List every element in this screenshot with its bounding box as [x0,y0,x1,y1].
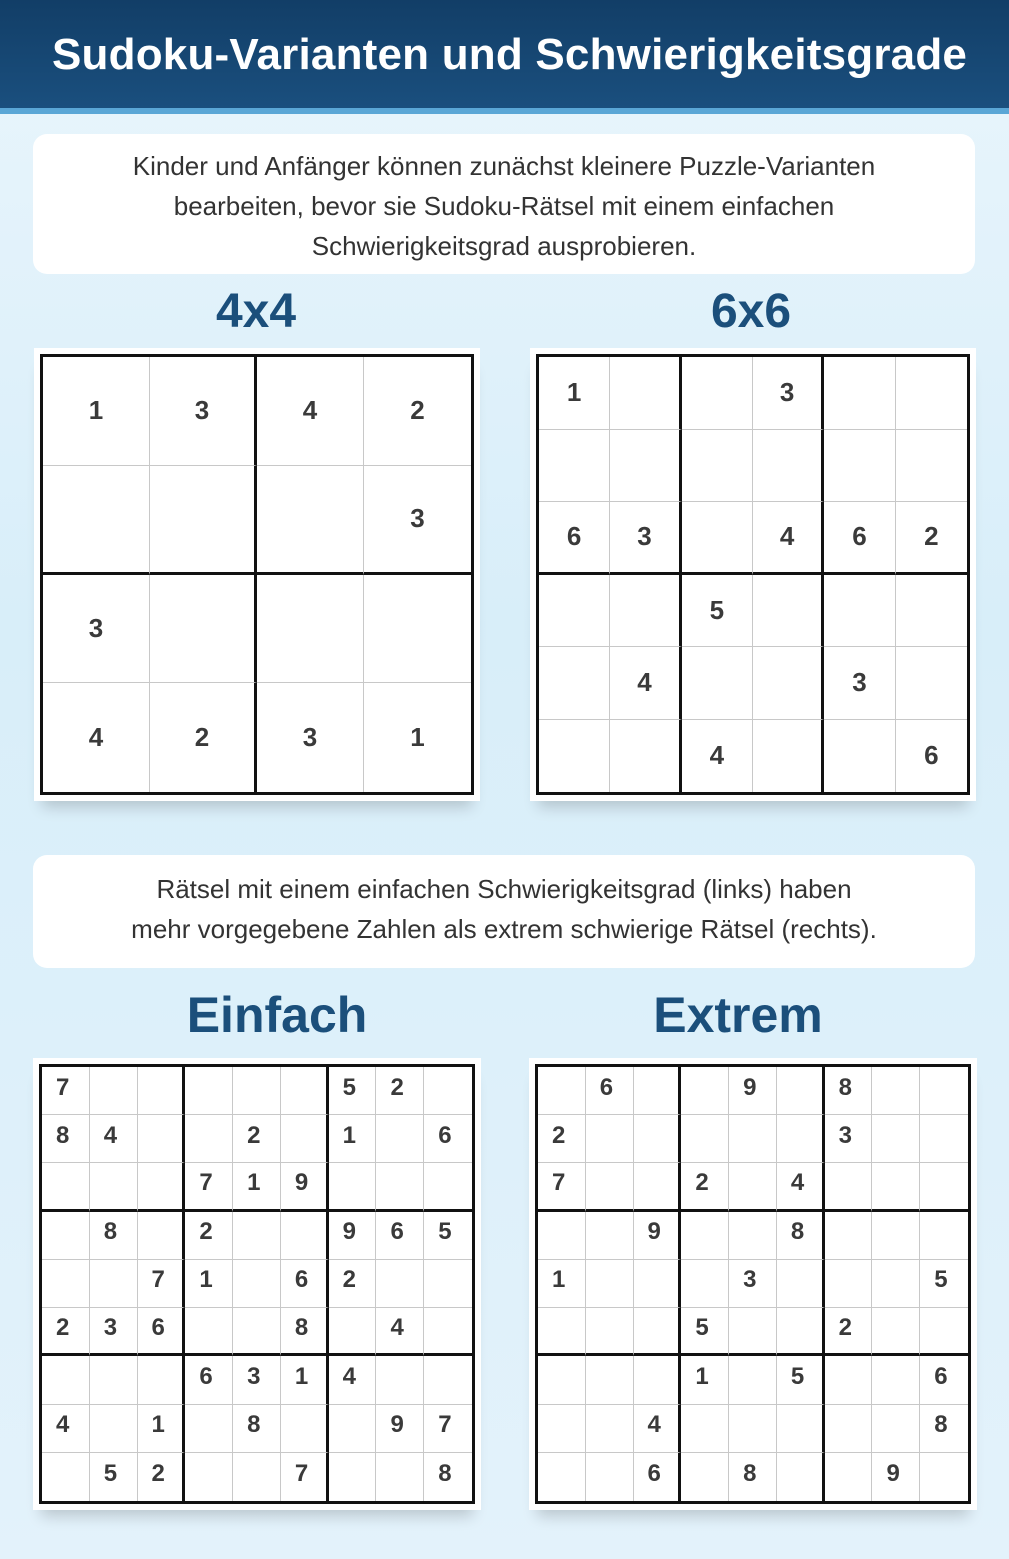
sudoku-cell [424,1260,472,1308]
sudoku-cell [634,1115,682,1163]
sudoku-cell [329,1453,377,1501]
sudoku-cell [729,1356,777,1404]
sudoku-cell [281,1115,329,1163]
grid-6x6-frame [530,348,976,801]
sudoku-cell [376,1356,424,1404]
sudoku-cell [872,1115,920,1163]
sudoku-cell [682,647,753,720]
sudoku-cell: 1 [281,1356,329,1404]
sudoku-cell: 6 [539,502,610,575]
sudoku-cell: 1 [185,1260,233,1308]
sudoku-cell [896,575,967,648]
sudoku-cell [376,1260,424,1308]
sudoku-cell [233,1453,281,1501]
sudoku-cell: 5 [920,1260,968,1308]
sudoku-cell [825,1163,873,1211]
sudoku-cell: 8 [281,1308,329,1356]
sudoku-grid-4x4 [40,354,474,795]
sudoku-grid-6x6 [536,354,970,795]
sudoku-cell [872,1163,920,1211]
sudoku-cell [634,1308,682,1356]
intro-line: Kinder und Anfänger können zunächst kleinere Puzzle-Varianten [132,151,876,181]
sudoku-cell [872,1308,920,1356]
sudoku-cell: 8 [920,1405,968,1453]
sudoku-cell: 3 [233,1356,281,1404]
sudoku-cell [825,1356,873,1404]
sudoku-cell [233,1212,281,1260]
page-header [0,0,1009,114]
sudoku-cell [586,1308,634,1356]
sudoku-cell [872,1356,920,1404]
sudoku-cell [610,720,681,793]
sudoku-cell [539,647,610,720]
sudoku-cell: 2 [364,357,471,466]
sudoku-cell: 2 [42,1308,90,1356]
label-6x6: 6x6 [710,285,792,338]
sudoku-cell [586,1405,634,1453]
sudoku-cell [138,1067,186,1115]
sudoku-cell [233,1260,281,1308]
sudoku-cell [753,575,824,648]
grid-extrem-frame [529,1058,977,1510]
sudoku-cell: 3 [753,357,824,430]
sudoku-cell [777,1405,825,1453]
sudoku-cell: 3 [90,1308,138,1356]
sudoku-cell [729,1212,777,1260]
sudoku-cell [185,1308,233,1356]
sudoku-cell [681,1405,729,1453]
sudoku-cell: 2 [233,1115,281,1163]
sudoku-cell [376,1115,424,1163]
sudoku-cell [729,1308,777,1356]
sudoku-cell: 9 [634,1212,682,1260]
sudoku-cell: 1 [233,1163,281,1211]
sudoku-cell [586,1260,634,1308]
sudoku-cell [424,1067,472,1115]
sudoku-cell [824,430,895,503]
sudoku-cell [150,575,257,684]
page-title: Sudoku-Varianten und Schwierigkeitsgrade [52,30,968,79]
sudoku-cell [364,575,471,684]
sudoku-cell [920,1308,968,1356]
sudoku-cell [920,1067,968,1115]
sudoku-cell: 5 [777,1356,825,1404]
sudoku-cell [824,720,895,793]
sudoku-cell [825,1260,873,1308]
intro-line: Schwierigkeitsgrad ausprobieren. [311,231,697,261]
sudoku-cell [729,1115,777,1163]
sudoku-cell [872,1405,920,1453]
sudoku-cell [281,1212,329,1260]
sudoku-cell [872,1067,920,1115]
sudoku-cell: 2 [150,683,257,792]
sudoku-cell [90,1260,138,1308]
sudoku-cell [90,1405,138,1453]
sudoku-cell: 3 [825,1115,873,1163]
sudoku-cell: 2 [825,1308,873,1356]
sudoku-cell: 3 [729,1260,777,1308]
sudoku-cell: 7 [42,1067,90,1115]
sudoku-cell [539,430,610,503]
sudoku-cell [329,1308,377,1356]
sudoku-cell [681,1212,729,1260]
sudoku-cell [90,1067,138,1115]
sudoku-cell [281,1405,329,1453]
sudoku-cell [586,1212,634,1260]
sudoku-cell [610,430,681,503]
sudoku-cell: 8 [825,1067,873,1115]
sudoku-cell [872,1212,920,1260]
sudoku-cell: 4 [610,647,681,720]
sudoku-grid-einfach [39,1064,475,1504]
sudoku-cell: 2 [329,1260,377,1308]
sudoku-cell [43,466,150,575]
sudoku-cell: 4 [43,683,150,792]
sudoku-cell: 6 [824,502,895,575]
sudoku-cell: 2 [681,1163,729,1211]
sudoku-cell [896,430,967,503]
comparison-line: mehr vorgegebene Zahlen als extrem schwierige Rätsel (rechts). [131,914,877,944]
sudoku-cell [586,1115,634,1163]
sudoku-cell [233,1308,281,1356]
sudoku-cell: 1 [329,1115,377,1163]
sudoku-cell: 7 [138,1260,186,1308]
sudoku-cell [586,1453,634,1501]
sudoku-cell [920,1453,968,1501]
sudoku-cell [777,1260,825,1308]
sudoku-cell [729,1405,777,1453]
label-einfach: Einfach [186,987,368,1043]
comparison-card [33,855,975,968]
sudoku-cell [682,502,753,575]
sudoku-cell: 7 [424,1405,472,1453]
sudoku-cell: 4 [329,1356,377,1404]
sudoku-cell [777,1453,825,1501]
sudoku-cell: 2 [896,502,967,575]
sudoku-cell: 1 [538,1260,586,1308]
sudoku-cell: 3 [257,683,364,792]
sudoku-cell [825,1453,873,1501]
sudoku-cell [539,720,610,793]
sudoku-cell: 8 [777,1212,825,1260]
sudoku-cell [872,1260,920,1308]
sudoku-cell [681,1115,729,1163]
sudoku-cell [424,1356,472,1404]
sudoku-cell: 6 [586,1067,634,1115]
sudoku-cell [777,1308,825,1356]
sudoku-cell [682,357,753,430]
sudoku-cell [538,1356,586,1404]
comparison-line: Rätsel mit einem einfachen Schwierigkeitsgrad (links) haben [156,874,852,904]
sudoku-cell [586,1163,634,1211]
sudoku-cell [586,1356,634,1404]
sudoku-cell: 6 [634,1453,682,1501]
sudoku-cell: 5 [424,1212,472,1260]
sudoku-cell: 4 [634,1405,682,1453]
sudoku-cell [753,647,824,720]
sudoku-cell: 5 [329,1067,377,1115]
sudoku-cell [424,1308,472,1356]
sudoku-cell [281,1067,329,1115]
sudoku-cell: 9 [729,1067,777,1115]
sudoku-cell: 5 [681,1308,729,1356]
sudoku-cell [538,1405,586,1453]
sudoku-cell: 4 [42,1405,90,1453]
sudoku-grid-extrem [535,1064,971,1504]
sudoku-cell [896,647,967,720]
sudoku-cell: 3 [824,647,895,720]
sudoku-cell: 1 [138,1405,186,1453]
sudoku-cell [634,1067,682,1115]
sudoku-cell [777,1067,825,1115]
sudoku-cell: 2 [138,1453,186,1501]
sudoku-cell [825,1405,873,1453]
sudoku-cell [185,1067,233,1115]
sudoku-cell [257,466,364,575]
sudoku-cell [233,1067,281,1115]
sudoku-cell [257,575,364,684]
sudoku-cell: 6 [281,1260,329,1308]
sudoku-cell [920,1163,968,1211]
sudoku-cell [329,1405,377,1453]
sudoku-cell: 1 [410,722,425,753]
sudoku-cell: 4 [682,720,753,793]
sudoku-cell [329,1163,377,1211]
sudoku-cell: 7 [538,1163,586,1211]
sudoku-cell [138,1163,186,1211]
sudoku-cell: 3 [364,466,471,575]
sudoku-cell [729,1163,777,1211]
sudoku-cell [681,1067,729,1115]
sudoku-cell [610,575,681,648]
sudoku-cell: 1 [539,357,610,430]
sudoku-cell [538,1453,586,1501]
sudoku-cell [539,575,610,648]
sudoku-cell: 9 [376,1405,424,1453]
sudoku-cell [681,1453,729,1501]
sudoku-cell [681,1260,729,1308]
sudoku-cell: 4 [90,1115,138,1163]
sudoku-cell: 9 [281,1163,329,1211]
sudoku-cell: 4 [257,357,364,466]
sudoku-cell [777,1115,825,1163]
sudoku-cell [185,1115,233,1163]
sudoku-cell [42,1163,90,1211]
sudoku-cell: 3 [610,502,681,575]
sudoku-cell [185,1405,233,1453]
sudoku-cell [376,1163,424,1211]
sudoku-cell: 2 [185,1212,233,1260]
sudoku-cell [42,1212,90,1260]
intro-line: bearbeiten, bevor sie Sudoku-Rätsel mit einem einfachen [173,191,835,221]
grid-einfach-frame [33,1058,481,1510]
sudoku-cell [824,357,895,430]
sudoku-cell: 4 [753,502,824,575]
sudoku-cell: 6 [424,1115,472,1163]
sudoku-cell: 7 [185,1163,233,1211]
label-4x4: 4x4 [215,285,297,338]
grid-4x4-frame [34,348,480,801]
sudoku-cell: 5 [682,575,753,648]
sudoku-cell: 7 [281,1453,329,1501]
sudoku-cell: 6 [920,1356,968,1404]
sudoku-cell: 8 [729,1453,777,1501]
sudoku-cell [42,1453,90,1501]
sudoku-cell: 1 [43,357,150,466]
sudoku-cell [634,1163,682,1211]
sudoku-cell [185,1453,233,1501]
sudoku-cell: 6 [376,1212,424,1260]
intro-card [33,134,975,274]
sudoku-cell: 2 [538,1115,586,1163]
sudoku-cell: 1 [681,1356,729,1404]
sudoku-cell [753,720,824,793]
sudoku-cell [824,575,895,648]
sudoku-cell [150,466,257,575]
sudoku-cell [424,1163,472,1211]
sudoku-cell: 6 [185,1356,233,1404]
sudoku-cell [538,1212,586,1260]
sudoku-cell [42,1356,90,1404]
sudoku-cell [538,1067,586,1115]
sudoku-cell: 8 [42,1115,90,1163]
sudoku-cell: 9 [872,1453,920,1501]
sudoku-cell [634,1356,682,1404]
sudoku-cell: 6 [138,1308,186,1356]
sudoku-cell: 5 [90,1453,138,1501]
label-extrem: Extrem [653,987,823,1043]
sudoku-cell: 8 [438,1459,452,1487]
sudoku-cell [920,1115,968,1163]
sudoku-cell [42,1260,90,1308]
sudoku-cell [896,357,967,430]
sudoku-cell [753,430,824,503]
sudoku-cell [138,1212,186,1260]
sudoku-cell [138,1115,186,1163]
sudoku-cell [682,430,753,503]
sudoku-cell [90,1163,138,1211]
sudoku-cell [538,1308,586,1356]
sudoku-cell [90,1356,138,1404]
sudoku-cell: 8 [90,1212,138,1260]
sudoku-cell: 4 [376,1308,424,1356]
sudoku-cell [920,1212,968,1260]
sudoku-cell: 3 [43,575,150,684]
sudoku-cell: 6 [924,740,939,771]
sudoku-cell: 9 [329,1212,377,1260]
sudoku-cell [825,1212,873,1260]
sudoku-cell [634,1260,682,1308]
sudoku-cell [138,1356,186,1404]
sudoku-cell: 8 [233,1405,281,1453]
sudoku-cell: 2 [376,1067,424,1115]
sudoku-cell [610,357,681,430]
sudoku-cell [376,1453,424,1501]
sudoku-cell: 4 [777,1163,825,1211]
sudoku-cell: 3 [150,357,257,466]
